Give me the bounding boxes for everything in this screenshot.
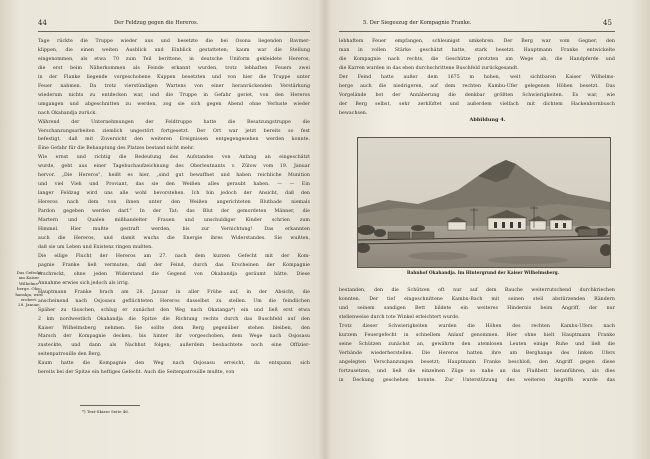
text-line: bereits bei der Spitze ein heftiges Gefecht. Auch die Seitenpatrouille mußte, von: [38, 370, 235, 376]
text-line: befestigt, daß mit Zuversicht den weiteren Ereignissen entgegengesehen werden konnte.: [38, 137, 310, 143]
text-line: Während der Unternehmungen der Feldtruppe hatte die Besatzungstruppe die: [38, 119, 310, 125]
text-line: Marsch der Kompagnie decken, bis hinter ihr vorgeschoben, dem Wege nach Osjosasu: [38, 334, 310, 340]
running-head: Der Feldzug gegen die Hereros.: [114, 20, 199, 26]
margin-note-line: berge. Ohe-: [17, 286, 41, 292]
text-line: konnten. Der tief eingeschnittene Kambu-Bach mit seinen steil abstürzenden Rändern: [339, 296, 615, 302]
text-line: Wie ernst und richtig die Bedeutung des Aufstandes von Anfang an eingeschätzt: [38, 155, 310, 161]
text-line: berge auch die niedrigeren, auf dem rechten Kambu-Ufer gelegenen Höhen besetzt. Das: [339, 83, 615, 89]
text-line: und viel Vieh und Proviant, das sie den Weißen alles geraubt haben. — — Ein: [38, 182, 310, 188]
text-line: Vorgelände bot der Annäherung die denkbar größten Schwierigkeiten. Es war, wie: [339, 92, 615, 98]
page-number: 44: [38, 19, 47, 27]
margin-note-line: Wilhelms-: [18, 280, 40, 286]
text-line: Himmel. Hier mußte gestraft werden, bis zur Vernichtung! Das erkannten: [38, 227, 310, 233]
running-head: 5. Der Siegeszug der Kompagnie Franke.: [363, 20, 472, 26]
footnote-rule: [80, 405, 140, 406]
margin-note-line: am Kaiser: [18, 275, 40, 281]
text-line: klippen, die einen weiten Ausblick und Einblick gestatteten; kaum war die Stellung: [38, 47, 310, 53]
text-line: in Deckung geschehen konnte. Zur Unterstützung des weiteren Angriffs wurde das: [339, 377, 615, 383]
text-line: die erst beim Näherkommen als Feinde erkannt wurden, trotz lebhaften Feuers zwei: [38, 65, 310, 71]
text-line: und seinem sandigen Bett bildete ein weiteres Hindernis beim Angriff, der nur: [339, 305, 615, 311]
header-rule: [38, 31, 310, 32]
text-line: fortzusetzen, und ließ die einzelnen Züge so nahe an das Flußbett heranführen, als dies: [339, 368, 615, 374]
text-line: die Karren wurden in das eben durchschrittene Buschfeld zurückgesandt.: [339, 65, 519, 71]
text-line: Verschanzungsarbeiten ziemlich ungestört fortgesetzt. Der Ort war jetzt bereits so fest: [38, 128, 310, 134]
text-line: der Berg selbst, sehr zerklüftet und außerdem vielfach mit dichtem Hackenbornbusch: [339, 101, 615, 107]
text-line: eingenommen, als etwa 70 zum Teil berittene, in deutsche Uniform gekleidete Hereros,: [38, 56, 310, 62]
text-line: Martern und Qualen mißhandelter Frauen und unschuldiger Kinder schrien zum: [38, 218, 310, 224]
text-line: bestanden, den die Schützen oft nur auf dem Bauche weiterrutschend durchkriechen: [339, 288, 615, 293]
footnote: *) Text-Skizze Seite 46.: [82, 409, 130, 414]
text-line: Der Feind hatte außer dem 1675 m hohen, weit sichtbaren Kaiser Wilhelms-: [339, 74, 615, 80]
text-line: Feuer nahmen. Da trotz vierstündigen Wartens von einer heranrückenden Verstärkung: [38, 83, 310, 89]
text-line: zusteckte, und dann als Nachhut folgen; außerdem beobachtete noch eine Offizier-: [38, 343, 310, 349]
text-line: Eine Gefahr für die Behauptung des Platzes bestand nicht mehr.: [38, 146, 195, 152]
margin-note-line: 28. Januar.: [18, 302, 40, 308]
text-line: umgangen und abgeschnitten zu werden, zog sie sich gegen Abend ohne Verluste wieder: [38, 101, 310, 107]
text-line: stellenweise durch tote Winkel erleichtert wurde.: [339, 314, 460, 320]
text-line: angelegten Verschanzungen besetzt; Hauptmann Franke beschloß, den Angriff gegen diese: [339, 359, 615, 365]
body-text-top: [339, 38, 615, 119]
text-line: daß sie um Leben und Existenz ringen mußten.: [38, 244, 153, 250]
text-line: wiederum nichts zu entdecken war, und die Truppe in Gefahr geriet, von den Hereros: [38, 92, 310, 98]
text-line: Kaum hatte die Kompagnie den Weg nach Osjosasu erreicht, da entspann sich: [38, 361, 310, 367]
text-line: in der Flanke liegende vorgeschobene Kuppen besetzten und von hier die Truppe unter: [38, 74, 310, 80]
header-rule: [339, 31, 615, 32]
body-text: [38, 38, 310, 378]
margin-note-line: erobert.: [20, 297, 38, 303]
text-line: nach Okahandja zurück.: [38, 110, 97, 116]
text-line: Die eilige Flucht der Hereros am 27. nach dem kurzen Gefecht mit der Kom-: [38, 253, 310, 259]
text-line: Späher zu täuschen, schlug er zunächst den Weg nach Okatanga*) ein und ließ erst etwa: [38, 307, 310, 313]
text-line: man in vollen Stärke geschätzt hatte, stark besetzt. Hauptmann Franke entwickelte: [339, 47, 615, 53]
text-line: anscheinend nach Osjosasu geflüchteten Hereros dasselbst zu stellen. Um die feindlichen: [38, 298, 310, 304]
text-line: Trotz dieser Schwierigkeiten wurden die Höhen des rechten Kambu-Ufers nach: [339, 323, 615, 329]
figure-label: Abbildung 4.: [469, 117, 506, 123]
text-line: Tage rückte die Truppe wieder aus und besetzte die bei Osona liegenden Bavmer-: [38, 39, 310, 44]
text-line: langer Feldzug wird uns alle wohl bevorstehen. Ich bin jedoch der Ansicht, daß den: [38, 191, 310, 197]
text-line: seitenpatrouille den Berg.: [38, 352, 102, 358]
body-text-bottom: [339, 287, 615, 385]
text-line: Pardon gegeben werden darf." In der Tat: das Blut der gemordeten Männer, die: [38, 209, 310, 215]
text-line: Verbände wiederherstellen. Die Hereros hatten ihre am Berghange des linken Ufers: [339, 350, 615, 356]
page-number: 45: [603, 19, 612, 27]
text-line: pagnie Franke ließ vermuten, daß der Feind, durch das Erscheinen der Kompagnie: [38, 262, 310, 268]
text-line: wurde, geht aus einer Tagebuchaufzeichnung des Oberleutnants v. Zülow vom 19. Januar: [38, 164, 310, 170]
text-line: Hauptmann Franke brach am 28. Januar in aller Frühe auf, in der Absicht, die: [38, 289, 310, 295]
margin-note: [6, 270, 52, 308]
text-line: 2 km nordwestlich Okahandja die Spitze die Richtung rechts durch das Buschfeld auf den: [38, 316, 310, 322]
text-line: kurzem Feuergefecht in schnellem Anlauf genommen. Hier ohne hielt Hauptmann Franke: [339, 332, 615, 338]
text-line: bewachsen.: [339, 110, 368, 116]
margin-note-line: hanskja, wird: [15, 291, 43, 297]
text-line: Hereros nach dem von ihnen unter den Weißen angerichteten Blutbade niemals: [38, 200, 310, 206]
figure-caption: Bahnhof Okahandja. Im Hintergrund der Kaiser Wilhelmsberg.: [406, 271, 560, 276]
text-line: seine Schützen zunächst an, gewährte den atemlosen Leuten einige Ruhe und ließ die: [339, 341, 615, 347]
text-line: lebhaftem Feuer empfangen, schleunigst umkehren. Der Berg war vom Gegner, den: [339, 39, 615, 44]
railway-station-photo: [358, 138, 610, 267]
figure-photo: [357, 137, 611, 268]
text-line: hervor. „Die Hereros", heißt es hier, „sind gut bewaffnet und haben reichliche Munition: [38, 173, 310, 179]
text-line: Kaiser Wilhelmsberg nehmen. Sie sollte dem Berg gegenüber stehen bleiben, den: [38, 325, 310, 331]
text-line: Annahme erwies sich jedoch als irrig.: [38, 280, 130, 286]
margin-note-line: Das Gefecht: [16, 270, 42, 275]
text-line: auch die Hereros, und damit wuchs die Energie ihres Widerstandes. Sie wußten,: [38, 235, 310, 241]
text-line: erschreckt, ohne jeden Widerstand die Gegend von Okahandja geräumt hätte. Diese: [38, 271, 310, 277]
text-line: die Kompagnie nach rechts, die Geschütze protzten am Wege ab, die Handpferde und: [339, 56, 615, 62]
